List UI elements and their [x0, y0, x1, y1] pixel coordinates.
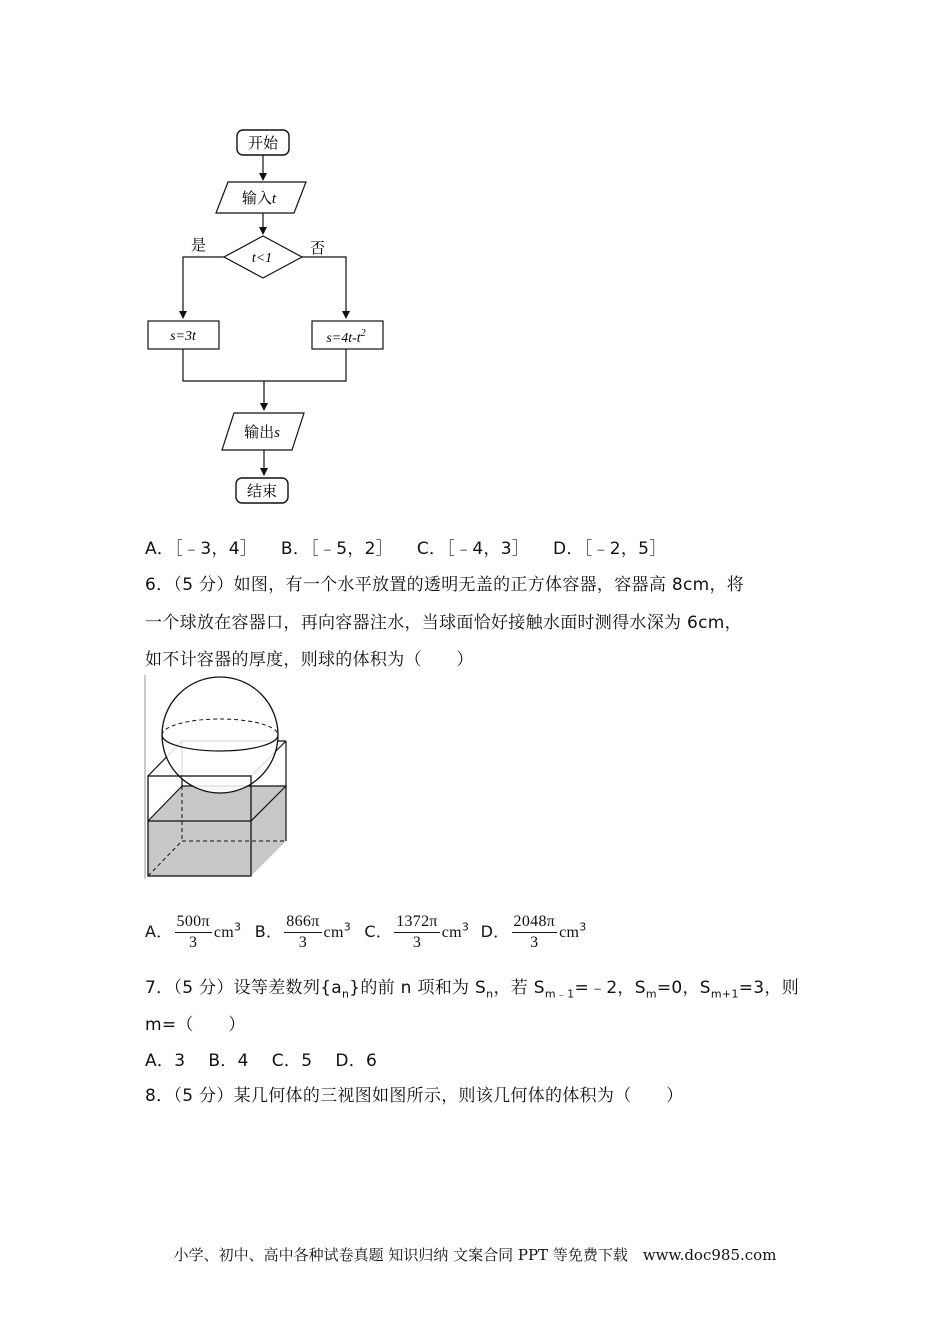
flowchart-figure	[140, 120, 400, 510]
flow-condition: t<1	[251, 251, 273, 266]
flow-output-label: 输出s	[244, 423, 280, 441]
flow-start-label: 开始	[247, 134, 279, 152]
q6-option-a-fraction: $\frac{500\pi}{3}$	[176, 913, 210, 951]
q6-option-b: B． $\frac{866\pi}{3}$ $cm^3$	[254, 913, 352, 951]
q6-options	[145, 912, 587, 953]
q7-line-2: m=（ ）	[145, 1015, 246, 1035]
q6-option-d: D． $\frac{2048\pi}{3}$ $cm^3$	[480, 913, 587, 951]
q6-line-3: 如不计容器的厚度，则球的体积为（ ）	[145, 650, 474, 670]
q6-line-2: 一个球放在容器口，再向容器注水，当球面恰好接触水面时测得水深为 6cm，	[145, 613, 742, 633]
q6-option-c: C． $\frac{1372\pi}{3}$ $cm^3$	[364, 913, 470, 951]
q5-option-c: C．［﹣4，3］	[416, 539, 530, 559]
flow-right-label: $s=4t-t^2$	[326, 328, 366, 346]
q5-option-d: D．［﹣2，5］	[552, 539, 667, 559]
q6-option-a: A． $\frac{500\pi}{3}$ $cm^3$	[145, 913, 242, 951]
flow-left-label: s=3t	[170, 329, 196, 344]
q5-option-a: A．［﹣3，4］	[145, 539, 258, 559]
q7-line-1: 7．（5 分）设等差数列$\{a_n\}$的前 n 项和为 $S_n$，若 $S_{m﹣1}=﹣2$，$S_m=0$，$S_{m+1}=3$，则	[145, 978, 800, 1001]
page-footer: 小学、初中、高中各种试卷真题 知识归纳 文案合同 PPT 等免费下载 www.doc985.com	[173, 1246, 777, 1264]
q6-option-d-fraction: $\frac{2048\pi}{3}$	[513, 913, 556, 951]
flow-no: 否	[310, 239, 326, 257]
q6-option-c-fraction: $\frac{1372\pi}{3}$	[396, 913, 438, 951]
q7-options: A．3 B．4 C．5 D．6	[145, 1051, 378, 1071]
q6-line-1: 6．（5 分）如图，有一个水平放置的透明无盖的正方体容器，容器高 8cm，将	[145, 575, 745, 595]
q8-line-1: 8．（5 分）某几何体的三视图如图所示，则该几何体的体积为（ ）	[145, 1086, 684, 1106]
flow-yes: 是	[191, 236, 207, 254]
cube-sphere-figure	[142, 675, 302, 885]
flow-end-label: 结束	[246, 482, 278, 500]
q5-options	[145, 534, 667, 559]
flow-input-label: 输入t	[241, 189, 277, 207]
q6-option-b-fraction: $\frac{866\pi}{3}$	[286, 913, 320, 951]
q5-option-b: B．［﹣5，2］	[280, 539, 394, 559]
